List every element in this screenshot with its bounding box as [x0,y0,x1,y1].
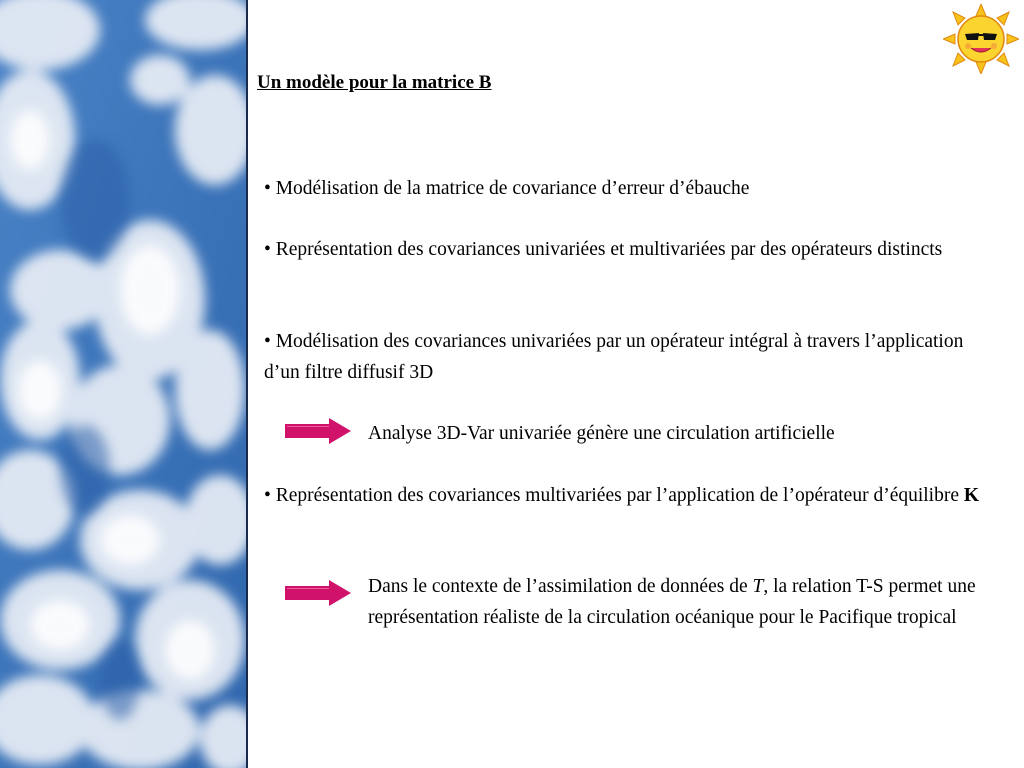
sky-image-panel [0,0,248,768]
italic-symbol: T [752,576,764,597]
consequence-text-pre: Dans le contexte de l’assimilation de données de [368,576,753,597]
consequence-text-post: , la relation T-S permet une représentation réaliste de la circulation océanique pour le Pacifique tropical [368,576,976,628]
consequence-text [368,571,1008,633]
bullet-item: • Représentation des covariances univariées et multivariées par des opérateurs distincts [264,239,943,260]
bold-symbol: K [963,485,980,506]
bullet-text: • Représentation des covariances multivariées par l’application de l’opérateur d’équilibre [264,485,964,506]
right-arrow-icon [285,418,351,444]
bullet-item: • Modélisation des covariances univariées par un opérateur intégral à travers l’application d’un filtre diffusif 3D [264,331,964,383]
bullet-item [264,480,994,511]
cloudy-sky-image [0,0,246,768]
consequence-text: Analyse 3D-Var univariée génère une circulation artificielle [368,423,835,444]
bullet-item: • Modélisation de la matrice de covariance d’erreur d’ébauche [264,178,750,199]
right-arrow-icon [285,580,351,606]
slide-title: Un modèle pour la matrice B [257,72,492,93]
sun-with-sunglasses-logo [943,4,1019,74]
